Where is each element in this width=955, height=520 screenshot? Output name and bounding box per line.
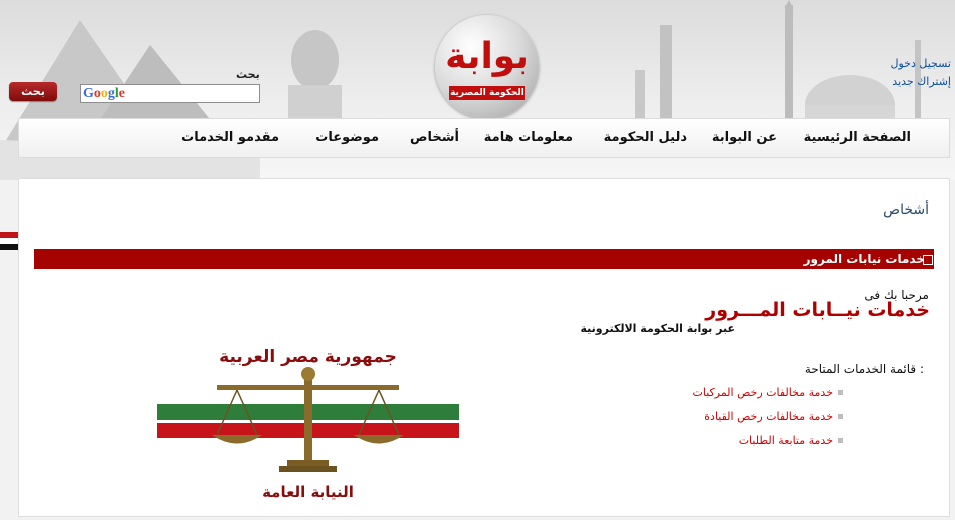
google-letter: g	[107, 86, 115, 101]
section-header-title: خدمات نيابات المرور	[803, 252, 925, 266]
main-nav	[18, 118, 950, 158]
page-title: أشخاص	[883, 202, 929, 218]
flag-black-stripe	[0, 244, 20, 250]
flag-strip	[0, 232, 20, 260]
google-letter: l	[114, 86, 119, 101]
nav-important-info[interactable]: معلومات هامة	[483, 130, 573, 145]
service-title: خدمات نيــابات المـــرور	[705, 299, 930, 321]
nav-about[interactable]: عن البوابة	[711, 130, 777, 145]
service-link-driving-licenses[interactable]: خدمة مخالفات رخص القيادة	[704, 410, 833, 423]
service-link-vehicle-licenses[interactable]: خدمة مخالفات رخص المركبات	[692, 386, 833, 399]
search-button[interactable]: بحث	[9, 82, 57, 101]
portal-line: عبر بوابة الحكومة الالكترونية	[580, 322, 735, 335]
logo-sub-text: الحكومة المصرية	[450, 88, 524, 98]
logo-main-text: بوابة	[445, 36, 529, 77]
bullet-icon	[838, 414, 843, 419]
bullet-icon	[838, 438, 843, 443]
google-letter: o	[93, 86, 101, 101]
section-header-bar	[34, 249, 934, 269]
search-label: بحث	[236, 68, 260, 81]
nav-gov-directory[interactable]: دليل الحكومة	[603, 130, 687, 145]
nav-persons[interactable]: أشخاص	[410, 130, 459, 145]
nav-topics[interactable]: موضوعات	[315, 130, 379, 145]
google-letter: G	[83, 86, 94, 101]
service-link-request-tracking[interactable]: خدمة متابعة الطلبات	[738, 434, 833, 447]
site-logo[interactable]	[435, 15, 539, 119]
public-prosecution-emblem	[157, 340, 459, 508]
nav-service-providers[interactable]: مقدمو الخدمات	[181, 130, 279, 145]
login-link[interactable]: تسجيل دخول	[890, 57, 951, 70]
bullet-icon	[838, 390, 843, 395]
emblem-top-text: جمهورية مصر العربية	[219, 347, 397, 367]
google-letter: e	[118, 86, 125, 101]
auth-links	[891, 55, 952, 91]
services-list-label: قائمة الخدمات المتاحة :	[804, 362, 924, 376]
welcome-text: مرحبا بك فى	[864, 288, 929, 302]
google-letter: o	[100, 86, 108, 101]
nav-home[interactable]: الصفحة الرئيسية	[803, 130, 911, 145]
emblem-bottom-text: النيابة العامة	[262, 483, 354, 501]
register-link[interactable]: إشتراك جديد	[892, 75, 951, 88]
google-watermark	[83, 85, 125, 102]
